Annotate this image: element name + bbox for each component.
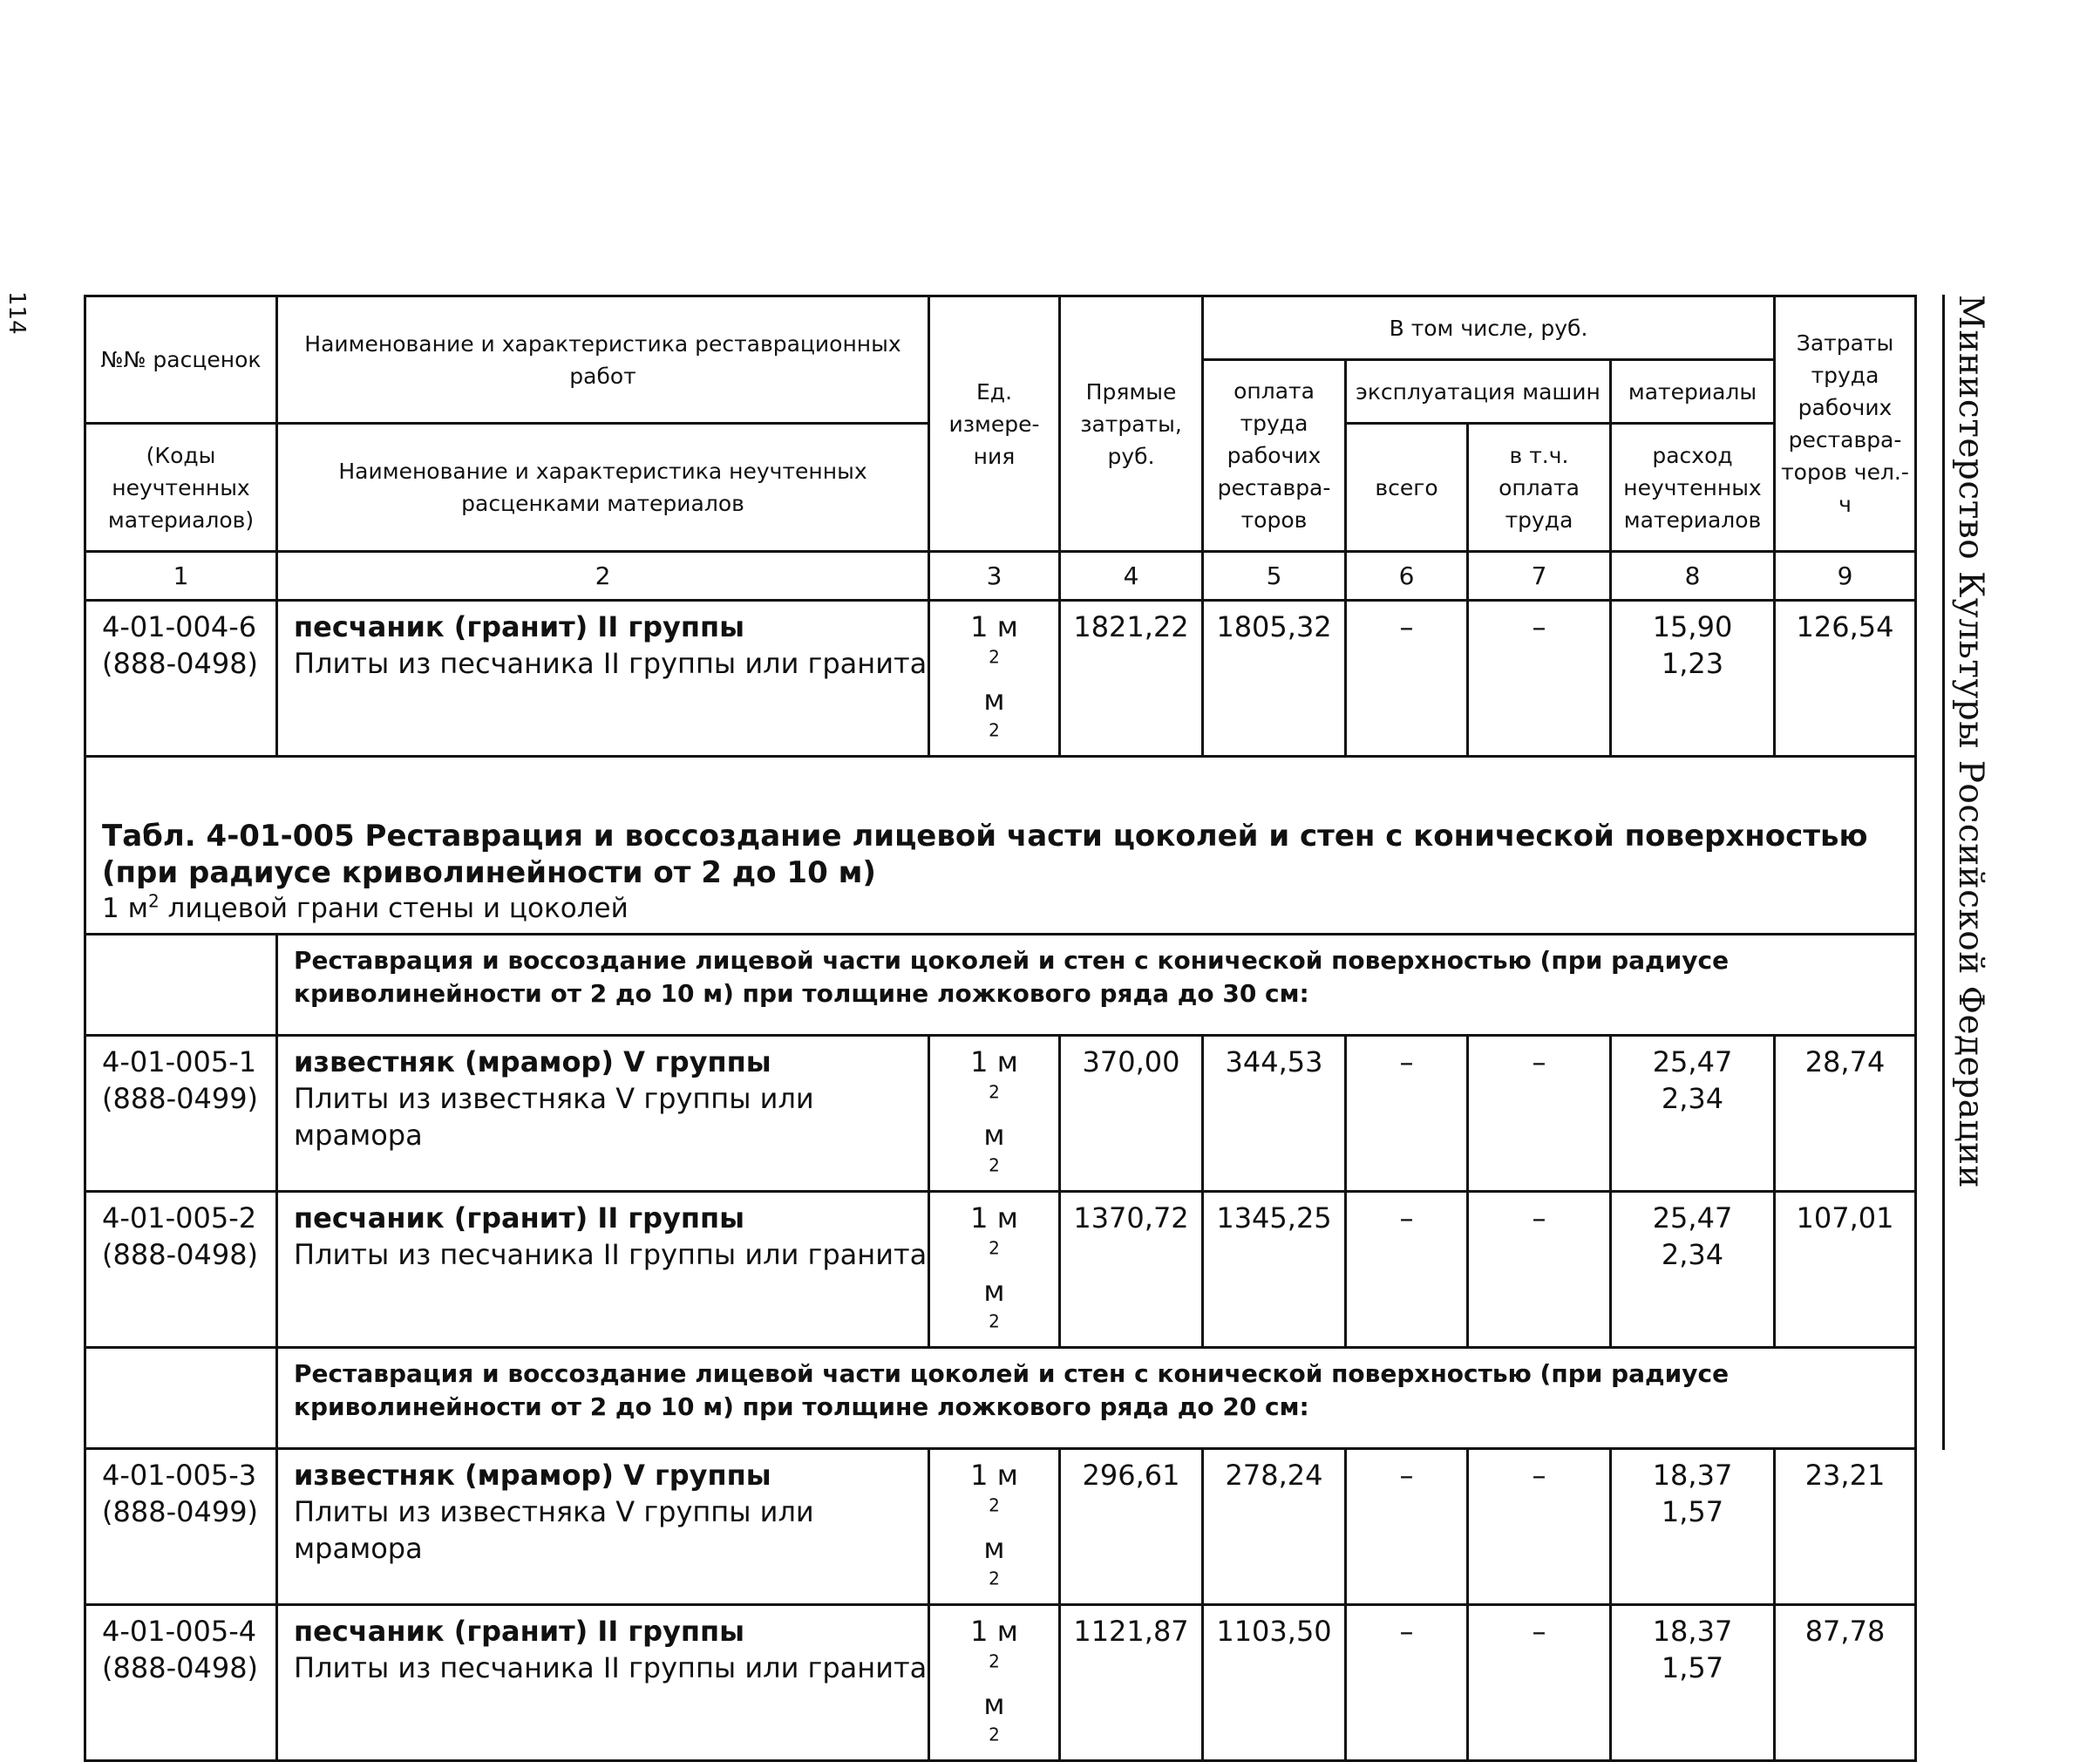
machines-total: – <box>1346 1192 1468 1348</box>
column-number: 4 <box>1060 552 1203 601</box>
material-name: Плиты из песчаника II группы или гранита <box>294 1238 928 1271</box>
rate-code: 4-01-005-4 <box>102 1615 257 1648</box>
rate-code: 4-01-005-3 <box>102 1459 257 1492</box>
material-name: Плиты из известняка V группы или мрамора <box>294 1495 814 1565</box>
labor-pay: 1345,25 <box>1203 1192 1346 1348</box>
column-number: 8 <box>1611 552 1775 601</box>
material-code: (888-0498) <box>102 1651 259 1684</box>
labor-pay: 1805,32 <box>1203 601 1346 757</box>
unit-cell: 1 м $^2$ м $^2$ <box>929 1036 1060 1192</box>
header-labor-pay: оплата труда рабочих реставра-торов <box>1203 360 1346 552</box>
machines-labor: – <box>1468 1036 1611 1192</box>
unit-cell: 1 м $^2$ м $^2$ <box>929 601 1060 757</box>
header-machines-total: всего <box>1346 424 1468 552</box>
material-code: (888-0498) <box>102 647 259 680</box>
labor-hours: 23,21 <box>1775 1449 1916 1605</box>
work-name-cell <box>277 601 929 757</box>
materials-cell <box>1611 601 1775 757</box>
column-number: 2 <box>277 552 929 601</box>
work-name-cell <box>277 1036 929 1192</box>
labor-pay: 278,24 <box>1203 1449 1346 1605</box>
labor-hours: 107,01 <box>1775 1192 1916 1348</box>
header-materials-usage: расход неучтенных материалов <box>1611 424 1775 552</box>
rate-code-cell <box>85 1605 277 1761</box>
header-material-names: Наименование и характеристика неучтенных расценками материалов <box>277 424 929 552</box>
machines-total: – <box>1346 1605 1468 1761</box>
work-name: известняк (мрамор) V группы <box>294 1459 771 1492</box>
material-name: Плиты из песчаника II группы или гранита <box>294 647 928 680</box>
header-machines: эксплуатация машин <box>1346 360 1611 424</box>
unit-cell: 1 м $^2$ м $^2$ <box>929 1192 1060 1348</box>
labor-hours: 28,74 <box>1775 1036 1916 1192</box>
column-number: 6 <box>1346 552 1468 601</box>
direct-costs: 1370,72 <box>1060 1192 1203 1348</box>
table-row <box>85 1449 1916 1605</box>
column-number: 1 <box>85 552 277 601</box>
unit-material: м <box>983 684 1005 717</box>
header-direct-costs: Прямые затраты, руб. <box>1060 296 1203 552</box>
rate-code: 4-01-004-6 <box>102 610 257 643</box>
rate-code-cell <box>85 601 277 757</box>
unit-cell: 1 м $^2$ м $^2$ <box>929 1605 1060 1761</box>
header-labor-hours: Затраты труда рабочих реставра-торов чел.-ч <box>1775 296 1916 552</box>
empty-cell <box>85 935 277 1036</box>
direct-costs: 1121,87 <box>1060 1605 1203 1761</box>
rate-code-cell <box>85 1449 277 1605</box>
labor-pay: 1103,50 <box>1203 1605 1346 1761</box>
header-material-codes: (Коды неучтенных материалов) <box>85 424 277 552</box>
material-code: (888-0499) <box>102 1082 259 1115</box>
rate-code-cell <box>85 1036 277 1192</box>
work-name: песчаник (гранит) II группы <box>294 1201 745 1235</box>
rate-code-cell <box>85 1192 277 1348</box>
section-title: Табл. 4-01-005 Реставрация и воссоздание лицевой части цоколей и стен с конической поверхностью (при радиусе криволинейности от 2 до 10 м) <box>102 819 1868 890</box>
materials-cell: 25,47 2,34 <box>1611 1192 1775 1348</box>
machines-labor: – <box>1468 601 1611 757</box>
machines-total: – <box>1346 1449 1468 1605</box>
machines-total: – <box>1346 1036 1468 1192</box>
rate-code: 4-01-005-2 <box>102 1201 257 1235</box>
header-materials: материалы <box>1611 360 1775 424</box>
header-codes: №№ расценок <box>85 296 277 424</box>
work-name-cell <box>277 1605 929 1761</box>
side-rule <box>1942 295 1945 1450</box>
unit-cell: 1 м $^2$ м $^2$ <box>929 1449 1060 1605</box>
work-name: песчаник (гранит) II группы <box>294 610 745 643</box>
column-number: 3 <box>929 552 1060 601</box>
materials-cost: 15,90 <box>1652 610 1733 643</box>
page-number: 114 <box>3 291 30 335</box>
header-work-name: Наименование и характеристика реставрационных работ <box>277 296 929 424</box>
rate-code: 4-01-005-1 <box>102 1045 257 1078</box>
materials-cell: 25,47 2,34 <box>1611 1036 1775 1192</box>
labor-pay: 344,53 <box>1203 1036 1346 1192</box>
material-name: Плиты из известняка V группы или мрамора <box>294 1082 814 1152</box>
table-row <box>85 1192 1916 1348</box>
machines-labor: – <box>1468 1449 1611 1605</box>
work-name-cell <box>277 1449 929 1605</box>
subsection-title: Реставрация и воссоздание лицевой части цоколей и стен с конической поверхностью (при радиусе криволинейности от 2 до 10 м) при толщине ложкового ряда до 30 см: <box>277 935 1916 1036</box>
materials-cell: 18,37 1,57 <box>1611 1605 1775 1761</box>
material-name: Плиты из песчаника II группы или гранита <box>294 1651 928 1684</box>
column-number: 7 <box>1468 552 1611 601</box>
column-number: 9 <box>1775 552 1916 601</box>
materials-usage: 1,23 <box>1661 647 1724 680</box>
machines-total: – <box>1346 601 1468 757</box>
rates-table <box>84 295 1917 1762</box>
header-machines-labor: в т.ч. оплата труда <box>1468 424 1611 552</box>
direct-costs: 370,00 <box>1060 1036 1203 1192</box>
unit-primary: 1 м <box>970 610 1018 643</box>
labor-hours: 87,78 <box>1775 1605 1916 1761</box>
materials-cell: 18,37 1,57 <box>1611 1449 1775 1605</box>
work-name: песчаник (гранит) II группы <box>294 1615 745 1648</box>
labor-hours: 126,54 <box>1775 601 1916 757</box>
table-row <box>85 1036 1916 1192</box>
header-unit: Ед. измере-ния <box>929 296 1060 552</box>
side-title: Министерство Культуры Российской Федерации <box>1951 295 1990 1189</box>
column-number: 5 <box>1203 552 1346 601</box>
material-code: (888-0499) <box>102 1495 259 1528</box>
table-row <box>85 601 1916 757</box>
section-unit: 1 $м^2$ лицевой грани стены и цоколей <box>102 890 629 924</box>
empty-cell <box>85 1348 277 1449</box>
direct-costs: 1821,22 <box>1060 601 1203 757</box>
header-including: В том числе, руб. <box>1203 296 1775 360</box>
material-code: (888-0498) <box>102 1238 259 1271</box>
work-name: известняк (мрамор) V группы <box>294 1045 771 1078</box>
table-row <box>85 1605 1916 1761</box>
machines-labor: – <box>1468 1605 1611 1761</box>
work-name-cell <box>277 1192 929 1348</box>
machines-labor: – <box>1468 1192 1611 1348</box>
section-heading <box>85 757 1916 935</box>
subsection-title: Реставрация и воссоздание лицевой части цоколей и стен с конической поверхностью (при радиусе криволинейности от 2 до 10 м) при толщине ложкового ряда до 20 см: <box>277 1348 1916 1449</box>
direct-costs: 296,61 <box>1060 1449 1203 1605</box>
